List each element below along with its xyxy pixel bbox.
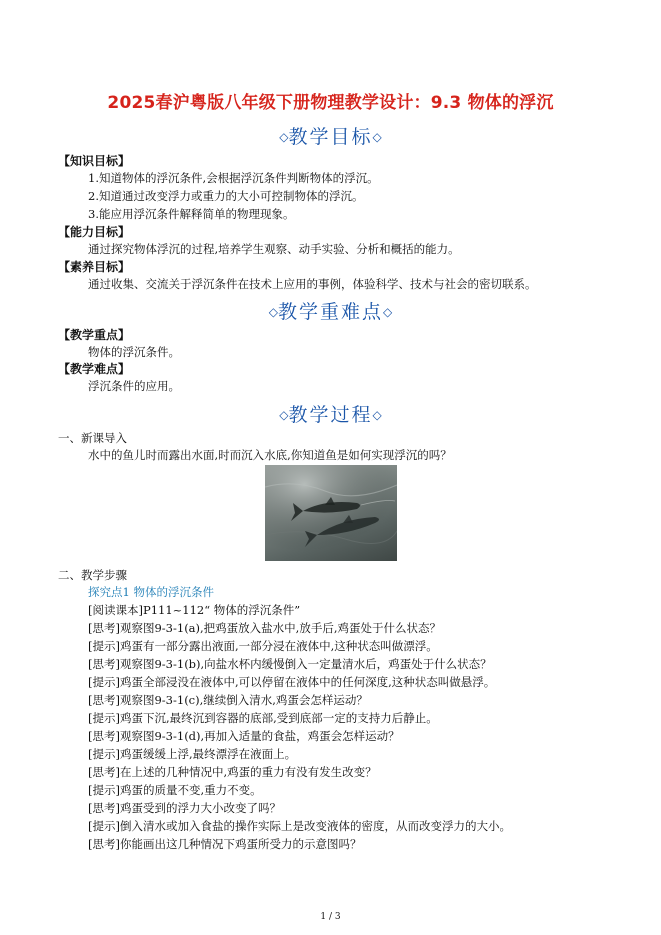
lesson-line: [提示]鸡蛋缓缓上浮,最终漂浮在液面上。 (88, 747, 297, 761)
diamond-icon: ◇ (279, 408, 289, 422)
diamond-icon: ◇ (383, 305, 393, 319)
literacy-text: 通过收集、交流关于浮沉条件在技术上应用的事例，体验科学、技术与社会的密切联系。 (88, 277, 537, 291)
section-heading-key-points (0, 297, 661, 324)
explore-point-title: 探究点1 物体的浮沉条件 (88, 585, 214, 599)
intro-text: 水中的鱼儿时而露出水面,时而沉入水底,你知道鱼是如何实现浮沉的吗？ (88, 448, 452, 462)
lesson-line: [提示]鸡蛋有一部分露出液面,一部分浸在液体中,这种状态叫做漂浮。 (88, 639, 438, 653)
lesson-line: [提示]鸡蛋全部浸没在液体中,可以停留在液体中的任何深度,这种状态叫做悬浮。 (88, 675, 496, 689)
fish-illustration (265, 465, 397, 561)
lesson-line: [思考]你能画出这几种情况下鸡蛋所受力的示意图吗？ (88, 837, 362, 851)
knowledge-item: 1.知道物体的浮沉条件,会根据浮沉条件判断物体的浮沉。 (88, 171, 379, 185)
knowledge-item: 2.知道通过改变浮力或重力的大小可控制物体的浮沉。 (88, 189, 364, 203)
lesson-line: [提示]鸡蛋的质量不变,重力不变。 (88, 783, 262, 797)
lesson-line: [提示]鸡蛋下沉,最终沉到容器的底部,受到底部一定的支持力后静止。 (88, 711, 438, 725)
literacy-label: 【素养目标】 (58, 260, 131, 274)
diamond-icon: ◇ (279, 130, 289, 144)
diamond-icon: ◇ (268, 305, 278, 319)
steps-heading: 二、教学步骤 (58, 568, 127, 582)
fish-photo (265, 465, 397, 561)
section-heading-objectives (0, 122, 661, 149)
difficulty-label: 【教学难点】 (58, 362, 131, 376)
lesson-line: [提示]倒入清水或加入食盐的操作实际上是改变液体的密度，从而改变浮力的大小。 (88, 819, 511, 833)
focus-text: 物体的浮沉条件。 (88, 345, 180, 359)
lesson-line: [思考]观察图9-3-1(d),再加入适量的食盐，鸡蛋会怎样运动？ (88, 729, 400, 743)
diamond-icon: ◇ (372, 130, 382, 144)
intro-heading: 一、新课导入 (58, 431, 127, 445)
document-title: 2025春沪粤版八年级下册物理教学设计：9.3 物体的浮沉 (107, 93, 554, 113)
section-heading-process (0, 400, 661, 427)
knowledge-item: 3.能应用浮沉条件解释简单的物理现象。 (88, 207, 295, 221)
knowledge-label: 【知识目标】 (58, 154, 131, 168)
lesson-line: [阅读课本]P111~112“ 物体的浮沉条件” (88, 603, 301, 617)
lesson-line: [思考]观察图9-3-1(b),向盐水杯内缓慢倒入一定量清水后，鸡蛋处于什么状态？ (88, 657, 492, 671)
lesson-line: [思考]在上述的几种情况中,鸡蛋的重力有没有发生改变？ (88, 765, 377, 779)
difficulty-text: 浮沉条件的应用。 (88, 379, 180, 393)
lesson-line: [思考]鸡蛋受到的浮力大小改变了吗？ (88, 801, 281, 815)
ability-label: 【能力目标】 (58, 225, 131, 239)
ability-text: 通过探究物体浮沉的过程,培养学生观察、动手实验、分析和概括的能力。 (88, 242, 460, 256)
section-title: 教学重难点 (277, 301, 383, 323)
lesson-line: [思考]观察图9-3-1(c),继续倒入清水,鸡蛋会怎样运动？ (88, 693, 368, 707)
page-number: 1 / 3 (320, 912, 341, 922)
diamond-icon: ◇ (372, 408, 382, 422)
section-title: 教学目标 (288, 126, 373, 148)
lesson-line: [思考]观察图9-3-1(a),把鸡蛋放入盐水中,放手后,鸡蛋处于什么状态？ (88, 621, 441, 635)
section-title: 教学过程 (288, 404, 373, 426)
focus-label: 【教学重点】 (58, 328, 131, 342)
